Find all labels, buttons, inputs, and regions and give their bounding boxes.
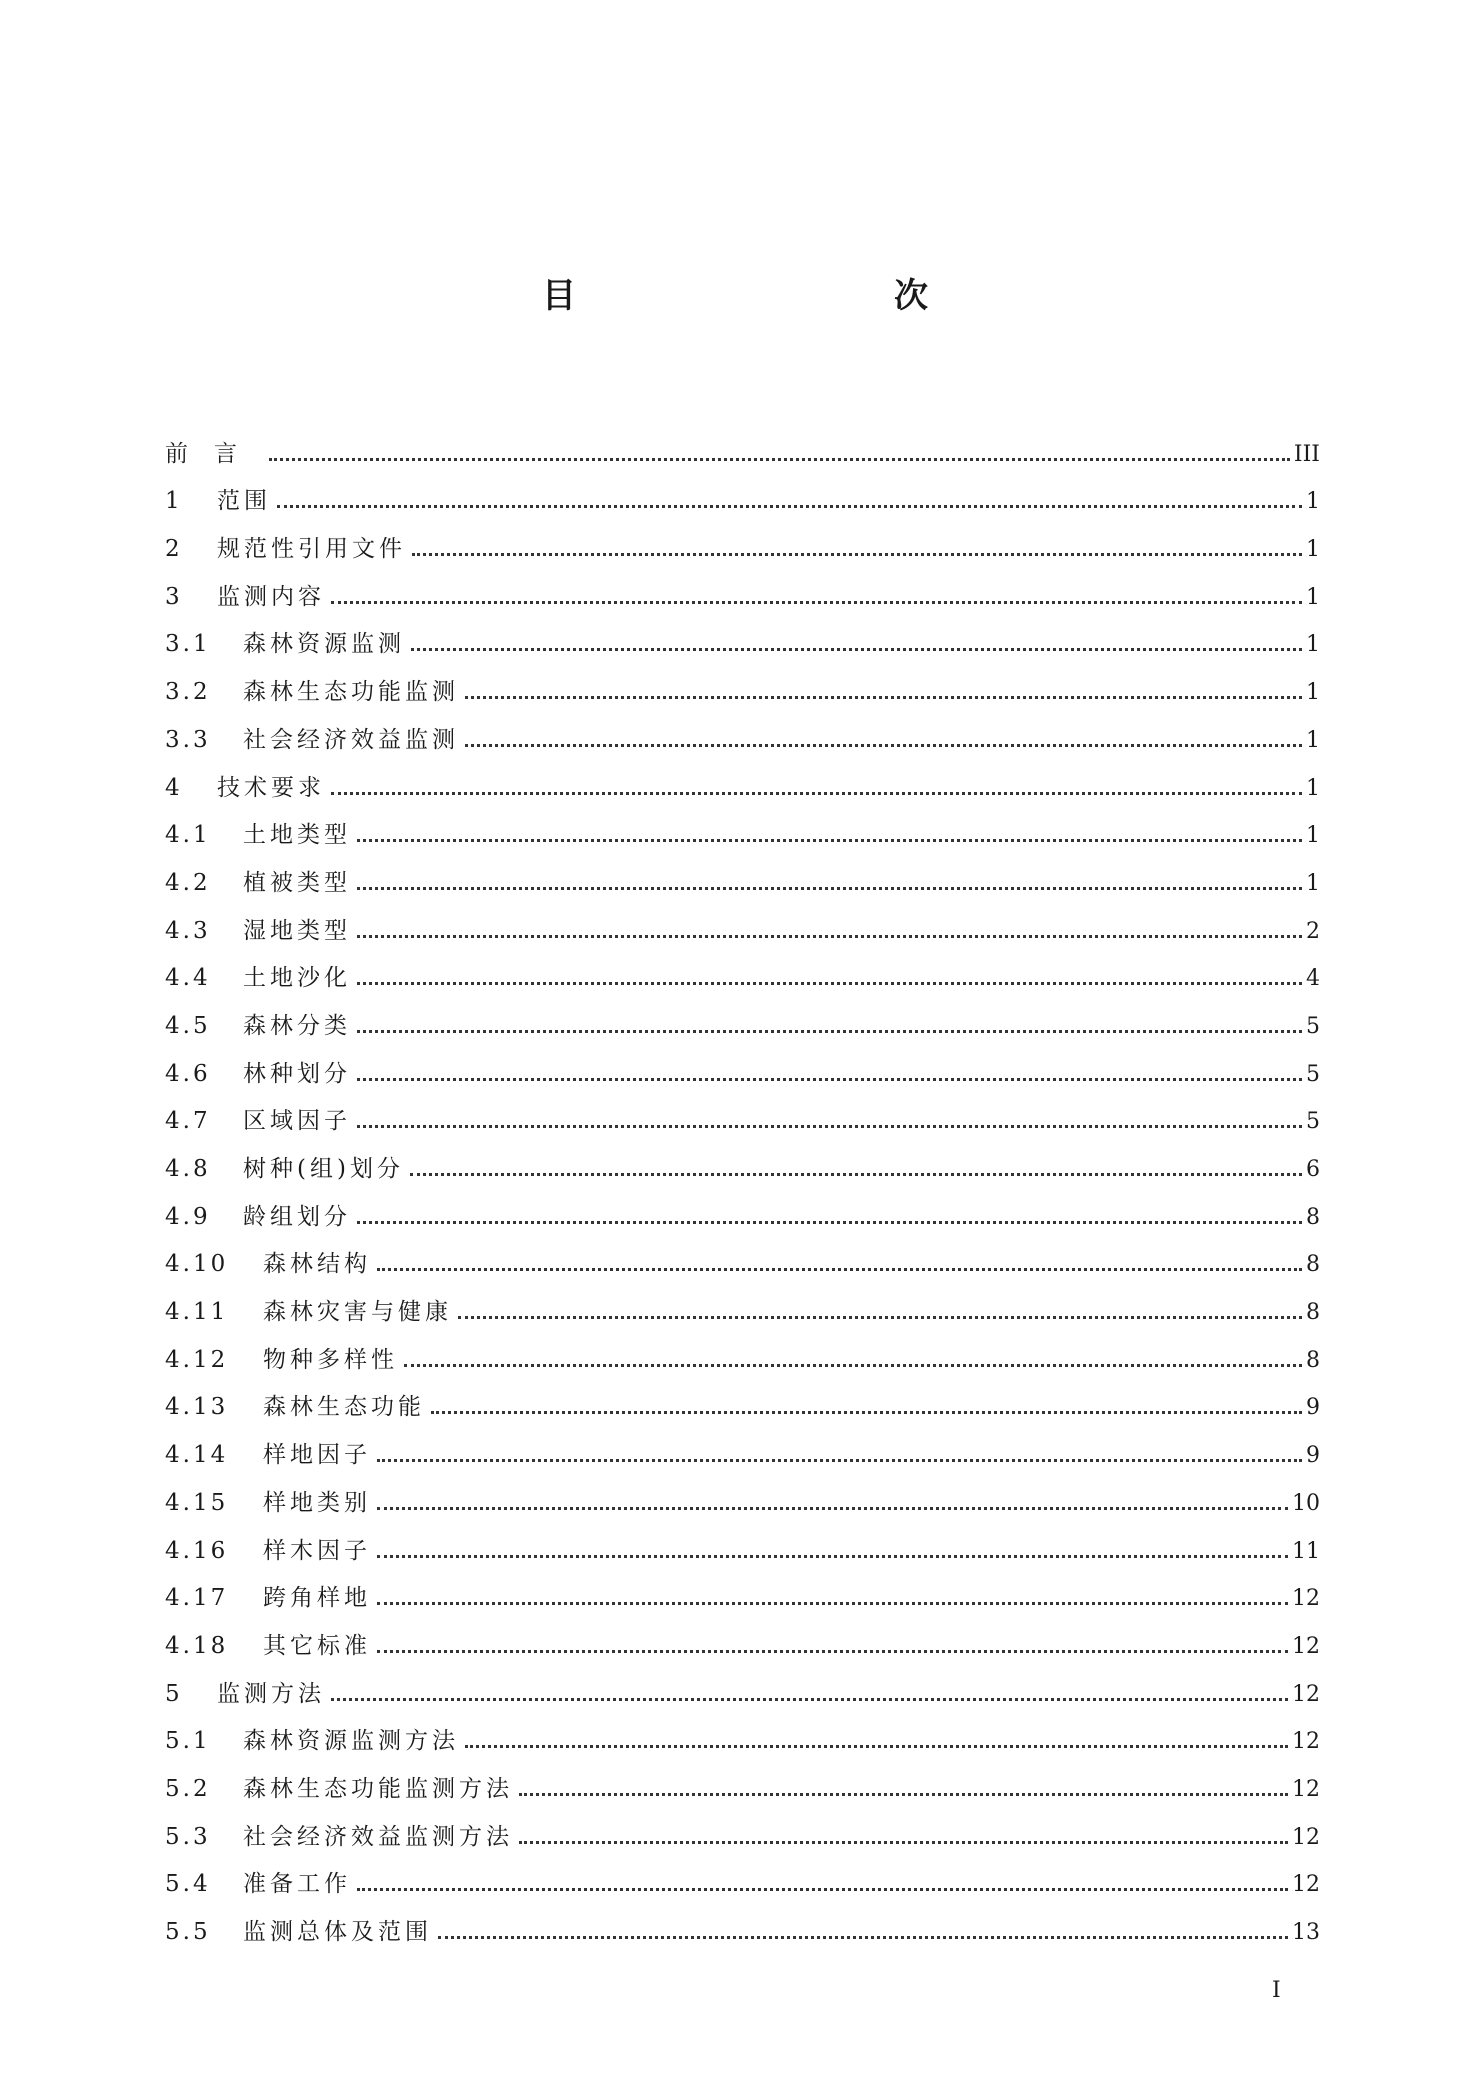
toc-entry-number: 4.7 [165,1108,211,1135]
toc-entry-page: 12 [1292,1872,1320,1898]
toc-entry-number: 5.5 [165,1919,211,1945]
toc-leader-dots [431,1411,1302,1414]
toc-entry-page: 1 [1306,727,1320,753]
toc-entry-label: 森林资源监测方法 [243,1728,459,1755]
toc-entry-page: 1 [1306,775,1320,801]
toc-entry [165,1324,1320,1372]
toc-entry-page: 11 [1292,1538,1320,1564]
toc-leader-dots [377,1602,1288,1605]
toc-entry-number: 3 [165,583,183,610]
toc-leader-dots [465,744,1302,747]
toc-entry [165,1372,1320,1420]
toc-entry-label: 植被类型 [243,869,351,896]
toc-entry-label: 社会经济效益监测 [243,726,459,753]
toc-leader-dots [412,553,1302,556]
toc-entry-label: 监测内容 [217,583,325,610]
toc-entry-label: 土地沙化 [243,965,351,992]
toc-entry-number: 4.5 [165,1012,211,1039]
toc-entry [165,1610,1320,1658]
toc-entry-label: 林种划分 [243,1060,351,1087]
toc-entry [165,1515,1320,1563]
toc-entry-number: 3.1 [165,631,211,658]
toc-entry-label: 社会经济效益监测方法 [243,1823,513,1850]
toc-leader-dots [438,1936,1288,1939]
toc-leader-dots [331,1698,1288,1701]
toc-entry-label: 样木因子 [263,1537,371,1564]
toc-leader-dots [357,935,1302,938]
toc-entry-number: 4.9 [165,1203,211,1230]
toc-entry-page: 1 [1306,489,1320,515]
toc-entry [165,1753,1320,1801]
toc-entry-page: 2 [1306,918,1320,944]
toc-entry [165,752,1320,800]
toc-entry-page: 4 [1306,966,1320,992]
toc-entry [165,513,1320,561]
toc-entry-label: 样地类别 [263,1489,371,1516]
toc-leader-dots [465,696,1302,699]
toc-entry-number: 4.14 [165,1442,229,1469]
toc-entry [165,704,1320,752]
toc-leader-dots [331,792,1302,795]
toc-entry-label: 其它标准 [263,1632,371,1659]
toc-entry-number: 4.12 [165,1346,229,1373]
toc-entry-label: 森林分类 [243,1012,351,1039]
toc-leader-dots [357,982,1302,985]
toc-entry [165,418,1320,466]
page-number: I [1272,1978,1281,2003]
toc-entry-number: 5.2 [165,1775,211,1802]
toc-entry [165,943,1320,991]
toc-entry-page: 9 [1306,1443,1320,1469]
toc-leader-dots [377,1555,1288,1558]
table-of-contents [165,418,1320,1944]
toc-entry [165,1038,1320,1086]
toc-entry [165,1229,1320,1277]
toc-entry-page: 1 [1306,870,1320,896]
toc-entry-label: 湿地类型 [243,917,351,944]
toc-leader-dots [458,1316,1302,1319]
toc-entry-label: 森林资源监测 [243,631,405,658]
toc-entry-page: 5 [1306,1109,1320,1135]
toc-entry-number: 4.4 [165,965,211,992]
toc-entry [165,1896,1320,1944]
toc-entry-number: 3.2 [165,679,211,706]
toc-entry-page: 5 [1306,1013,1320,1039]
toc-entry-page: 8 [1306,1300,1320,1326]
toc-entry-page: 8 [1306,1204,1320,1230]
toc-entry-label: 监测总体及范围 [243,1919,432,1945]
toc-entry-label: 土地类型 [243,822,351,849]
toc-entry [165,800,1320,848]
toc-entry-page: 6 [1306,1157,1320,1182]
toc-leader-dots [519,1793,1288,1796]
toc-leader-dots [357,1030,1302,1033]
toc-entry-number: 4.3 [165,917,211,944]
toc-entry [165,1706,1320,1754]
toc-entry-label: 森林结构 [263,1251,371,1278]
toc-entry [165,1133,1320,1181]
toc-entry [165,609,1320,657]
toc-entry-page: 10 [1292,1490,1320,1516]
toc-entry-number: 4.13 [165,1394,229,1421]
toc-entry [165,1276,1320,1324]
toc-entry-number: 5 [165,1680,183,1707]
toc-entry-label: 技术要求 [217,774,325,801]
toc-entry-number: 2 [165,536,183,563]
toc-entry-number: 5.1 [165,1728,211,1755]
toc-entry-number: 4.11 [165,1299,229,1326]
toc-entry-label: 监测方法 [217,1680,325,1707]
toc-entry [165,1849,1320,1897]
toc-leader-dots [357,1078,1302,1081]
toc-leader-dots [519,1841,1288,1844]
toc-leader-dots [377,1650,1288,1653]
toc-leader-dots [331,601,1302,604]
toc-leader-dots [357,887,1302,890]
toc-entry-page: 12 [1292,1824,1320,1850]
toc-entry-label: 跨角样地 [263,1585,371,1612]
toc-entry-label: 森林灾害与健康 [263,1299,452,1326]
toc-entry-label: 森林生态功能监测方法 [243,1775,513,1802]
toc-entry-page: 8 [1306,1252,1320,1278]
toc-entry [165,1181,1320,1229]
toc-leader-dots [377,1268,1302,1271]
toc-entry-page: 1 [1306,584,1320,610]
toc-entry-number: 4.1 [165,822,211,849]
toc-entry-number: 4.8 [165,1156,211,1182]
toc-entry-number: 4.18 [165,1632,229,1659]
toc-leader-dots [377,1507,1288,1510]
toc-entry-page: 12 [1292,1586,1320,1612]
toc-entry-label: 规范性引用文件 [217,536,406,563]
toc-entry-number: 4 [165,774,183,801]
toc-entry [165,656,1320,704]
toc-entry-number: 4.6 [165,1060,211,1087]
toc-leader-dots [377,1459,1302,1462]
toc-entry-number: 4.2 [165,869,211,896]
toc-entry [165,466,1320,514]
toc-entry-page: 13 [1292,1920,1320,1945]
toc-entry-number: 3.3 [165,726,211,753]
toc-entry-page: 1 [1306,537,1320,563]
toc-entry [165,1467,1320,1515]
toc-leader-dots [465,1745,1288,1748]
page-title: 目 次 [542,276,1070,316]
toc-entry [165,1658,1320,1706]
toc-leader-dots [357,839,1302,842]
toc-leader-dots [410,1173,1302,1176]
toc-entry-page: 1 [1306,632,1320,658]
toc-entry-number: 4.17 [165,1585,229,1612]
toc-leader-dots [357,1221,1302,1224]
toc-entry-label: 前言 [165,440,263,467]
toc-entry-label: 准备工作 [243,1871,351,1898]
toc-entry-number: 4.15 [165,1489,229,1516]
toc-entry-number: 4.16 [165,1537,229,1564]
toc-leader-dots [269,458,1290,461]
toc-leader-dots [357,1125,1302,1128]
toc-entry-page: 12 [1292,1681,1320,1707]
toc-entry-label: 龄组划分 [243,1203,351,1230]
toc-entry-page: III [1293,441,1320,467]
toc-entry-label: 范围 [217,488,271,515]
toc-entry-label: 物种多样性 [263,1346,398,1373]
toc-entry-label: 样地因子 [263,1442,371,1469]
toc-entry-number: 1 [165,488,183,515]
toc-entry [165,990,1320,1038]
toc-leader-dots [411,648,1302,651]
toc-entry-number: 5.3 [165,1823,211,1850]
toc-entry-page: 5 [1306,1061,1320,1087]
toc-entry [165,1419,1320,1467]
toc-entry [165,895,1320,943]
toc-entry [165,1801,1320,1849]
toc-entry-page: 1 [1306,823,1320,849]
toc-entry [165,1086,1320,1134]
toc-entry [165,561,1320,609]
toc-entry-page: 12 [1292,1776,1320,1802]
toc-leader-dots [404,1364,1302,1367]
toc-entry-page: 8 [1306,1347,1320,1373]
toc-entry-label: 森林生态功能 [263,1394,425,1421]
toc-entry [165,847,1320,895]
toc-entry-number: 4.10 [165,1251,229,1278]
toc-entry-label: 树种(组)划分 [243,1156,404,1182]
toc-entry [165,1563,1320,1611]
toc-entry-page: 1 [1306,680,1320,706]
toc-entry-number: 5.4 [165,1871,211,1898]
toc-entry-page: 9 [1306,1395,1320,1421]
toc-entry-page: 12 [1292,1633,1320,1659]
toc-leader-dots [277,505,1302,508]
toc-entry-label: 森林生态功能监测 [243,679,459,706]
toc-entry-label: 区域因子 [243,1108,351,1135]
toc-leader-dots [357,1888,1288,1891]
toc-entry-page: 12 [1292,1729,1320,1755]
